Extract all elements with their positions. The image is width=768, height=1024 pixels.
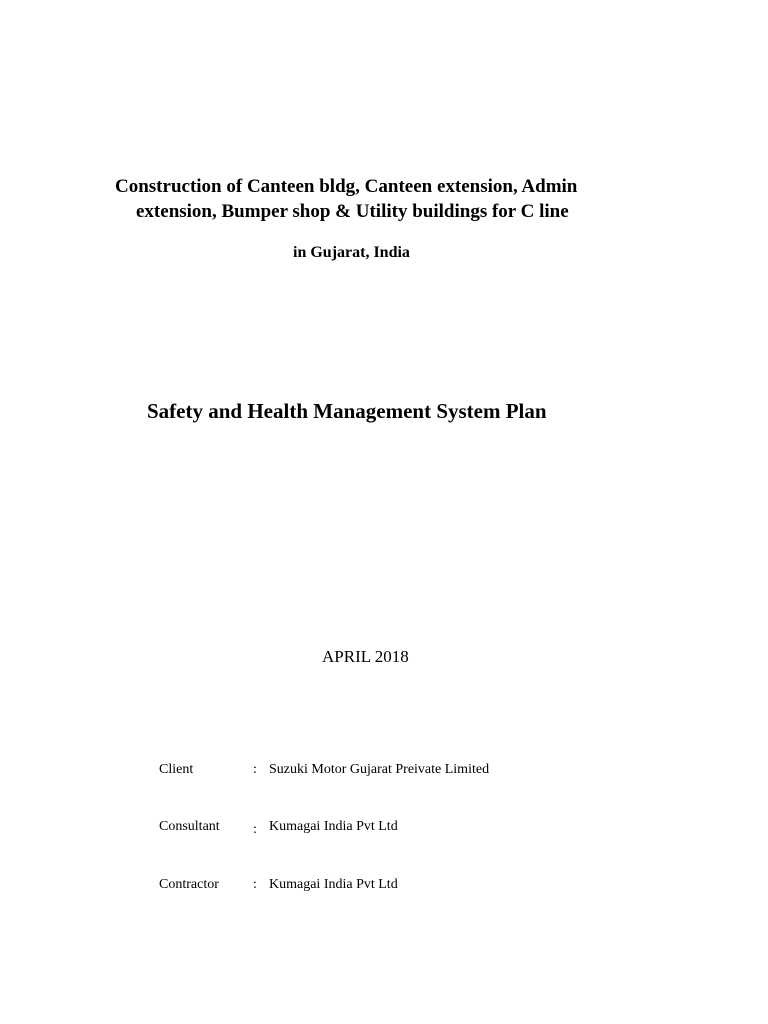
client-label: Client (159, 762, 194, 777)
client-value: Suzuki Motor Gujarat Preivate Limited (269, 762, 490, 777)
project-title-line-2: extension, Bumper shop & Utility buildings for C line (136, 201, 569, 222)
project-title-line-1: Construction of Canteen bldg, Canteen extension, Admin (115, 176, 578, 197)
contractor-label: Contractor (159, 877, 219, 892)
document-date: APRIL 2018 (322, 647, 409, 666)
consultant-separator: : (253, 822, 257, 837)
consultant-label: Consultant (159, 819, 220, 834)
contractor-separator: : (253, 877, 257, 892)
plan-title: Safety and Health Management System Plan (147, 399, 547, 423)
contractor-value: Kumagai India Pvt Ltd (269, 877, 398, 892)
client-separator: : (253, 762, 257, 777)
consultant-value: Kumagai India Pvt Ltd (269, 819, 398, 834)
project-location: in Gujarat, India (293, 244, 410, 261)
